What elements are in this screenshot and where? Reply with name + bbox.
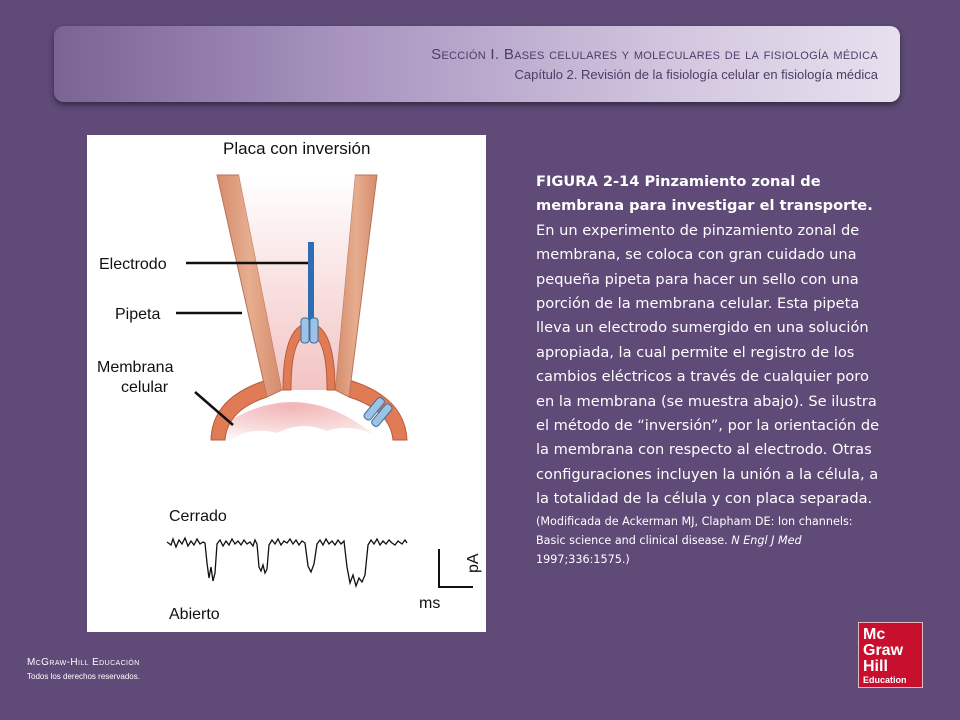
logo-line2: Graw (863, 642, 904, 659)
open-label: Abierto (169, 606, 220, 623)
closed-label: Cerrado (169, 508, 227, 525)
electrode-label: Electrodo (99, 256, 167, 273)
single-channel-trace (167, 538, 407, 586)
logo-line4: Education (863, 675, 907, 685)
ion-channel-top (301, 318, 318, 343)
logo-line1: Mc (863, 626, 886, 643)
logo-line3: Hill (863, 658, 888, 675)
caption-title: FIGURA 2-14 Pinzamiento zonal de membrana para investigar el transporte. (536, 173, 873, 215)
source-journal: N Engl J Med (731, 533, 802, 547)
publisher-name: McGraw-Hill Educación (27, 657, 140, 668)
membrane-label-line1: Membrana (97, 359, 174, 376)
source-suffix: 1997;336:1575.) (536, 552, 630, 566)
figure-title: Placa con inversión (223, 139, 371, 158)
chapter-subtitle: Capítulo 2. Revisión de la fisiología celular en fisiología médica (514, 67, 878, 82)
source-prefix: (Modificada de Ackerman MJ, Clapham DE: Ion channels: Basic science and clinical disease. (536, 514, 853, 547)
section-title: Sección I. Bases celulares y moleculares de la fisiología médica (431, 46, 878, 63)
caption-body: En un experimento de pinzamiento zonal de membrana, se coloca con gran cuidado una pequeña pipeta para hacer un sello con una porción de la membrana celular. Esta pipeta lleva un electrodo sumergido en una solución apropiada, la cual permite el registro de los cambios eléctricos a través de cualquier poro en la membrana (se muestra abajo). Se ilustra el método de “inversión”, por la orientación de la membrana con respecto al electrodo. Otras configuraciones incluyen la unión a la célula, a la totalidad de la célula y con placa separada. (536, 221, 880, 508)
membrane-label-line2: celular (121, 379, 169, 396)
caption-source (536, 512, 882, 569)
figure-caption (536, 170, 882, 569)
pipette-label: Pipeta (115, 306, 161, 323)
ms-unit-label: ms (419, 595, 441, 612)
patch-clamp-figure (87, 135, 486, 632)
patch-clamp-diagram (87, 135, 486, 632)
rights-notice: Todos los derechos reservados. (27, 672, 140, 681)
header-banner (54, 26, 900, 102)
mcgraw-hill-logo (858, 622, 923, 688)
pa-unit-label: pA (465, 553, 482, 573)
